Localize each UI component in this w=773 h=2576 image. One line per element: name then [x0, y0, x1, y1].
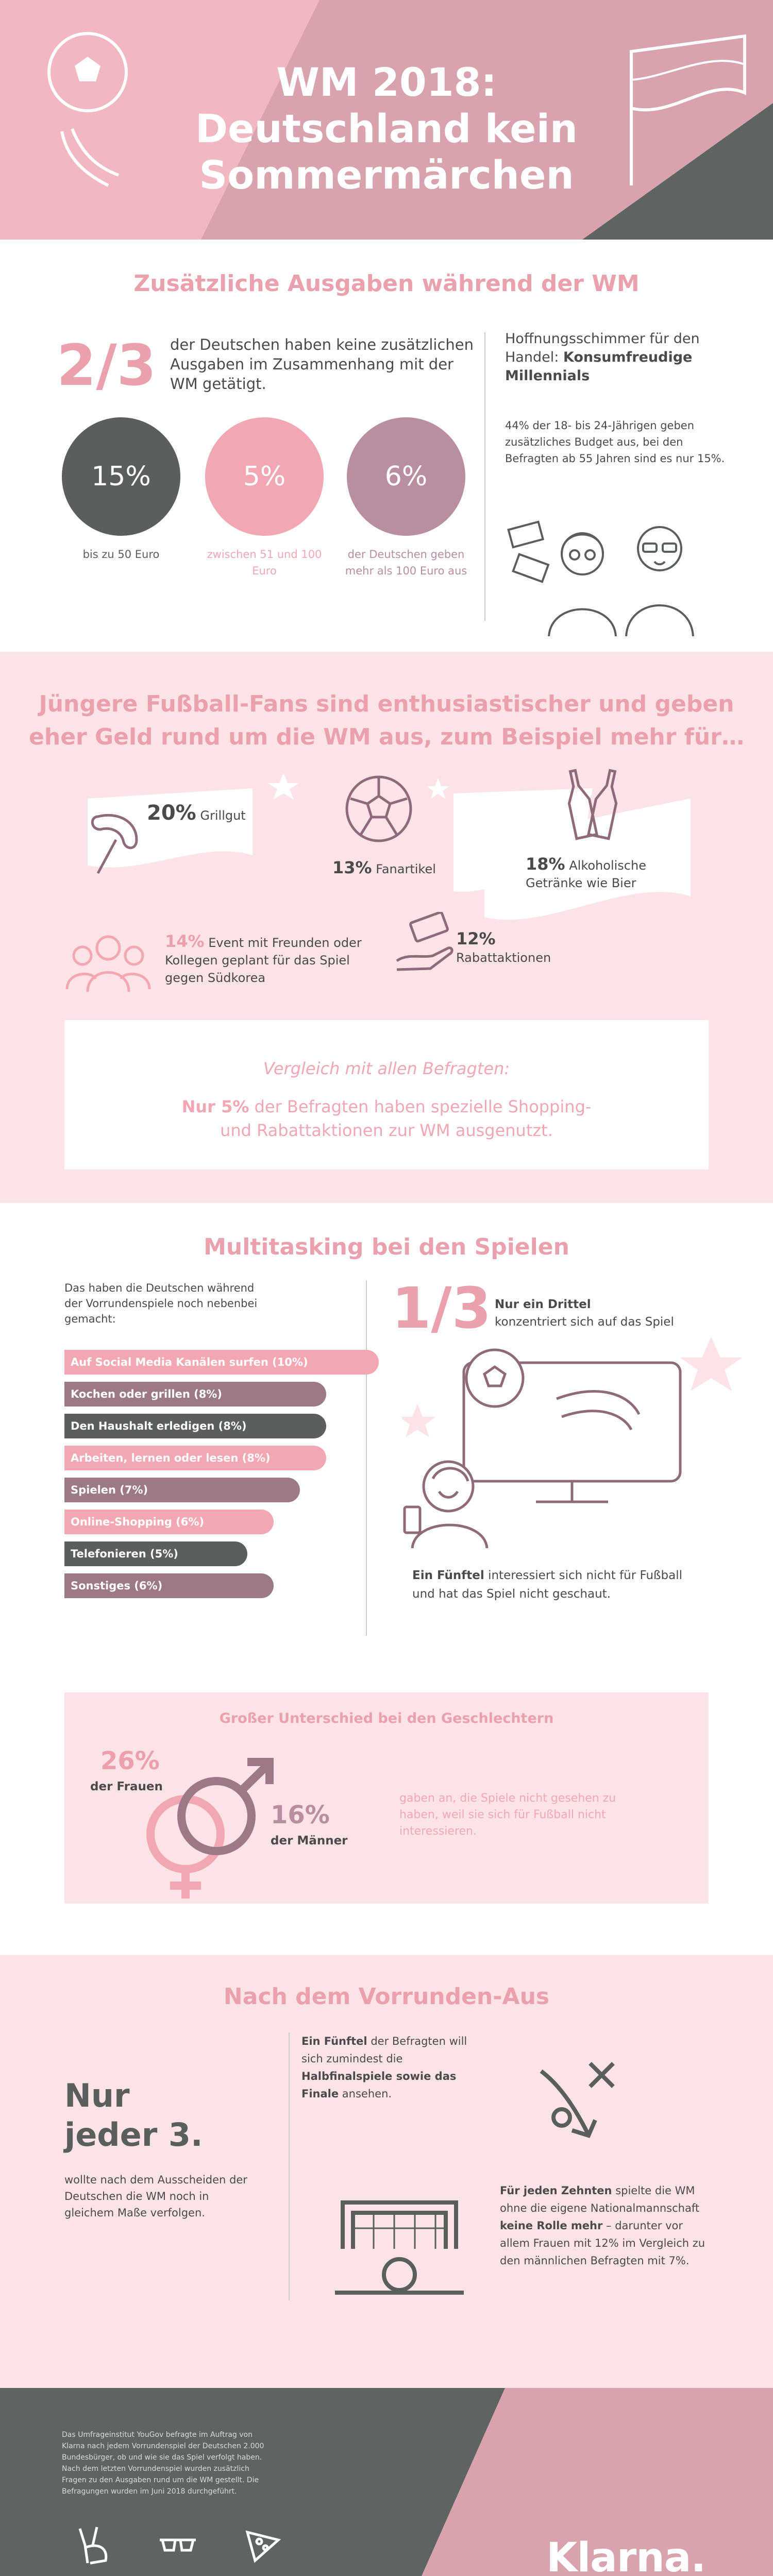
activity-bar — [64, 1573, 274, 1598]
men-pct: 16% — [271, 1801, 330, 1829]
activity-bar — [64, 1446, 326, 1470]
activity-bar-label: Kochen oder grillen (8%) — [71, 1388, 222, 1400]
activity-bar-label: Auf Social Media Kanälen surfen (10%) — [71, 1356, 308, 1368]
after-tenth-text: Für jeden Zehnten spielte die WM ohne die eigene Nationalmannschaft keine Rolle mehr – darunter vor allem Frauen mit 12% im Vergleich zu den männlichen Befragten mit 7%. — [500, 2184, 705, 2267]
beer-bottles-icon — [559, 765, 626, 842]
goal-icon — [335, 2192, 464, 2300]
activity-bar-label: Den Haushalt erledigen (8%) — [71, 1420, 247, 1432]
spending-fraction: 2/3 — [57, 332, 157, 398]
item-event: 14% Event mit Freunden oder Kollegen geplant für das Spiel gegen Südkorea — [165, 931, 362, 985]
multitasking-divider — [366, 1280, 367, 1636]
after-big-text: wollte nach dem Ausscheiden der Deutschen die WM noch in gleichem Maße verfolgen. — [64, 2174, 247, 2219]
item-rabatt: 12% Rabattaktionen — [456, 929, 551, 965]
women-pct: 26% — [100, 1747, 160, 1775]
hope-bold: Konsumfreudige Millennials — [505, 349, 693, 384]
compare-title: Vergleich mit allen Befragten: — [263, 1059, 510, 1078]
gender-symbols-icon — [131, 1744, 281, 1904]
item-fanartikel: 13% Fanartikel — [332, 858, 436, 877]
activity-bar-label: Online-Shopping (6%) — [71, 1516, 205, 1528]
activity-bar-label: Arbeiten, lernen oder lesen (8%) — [71, 1452, 271, 1464]
fanartikel-ball-icon — [343, 773, 415, 845]
footer — [0, 2388, 773, 2576]
activity-bar — [64, 1541, 247, 1566]
young-title: Jüngere Fußball-Fans sind enthusiastischer und geben eher Geld rund um die WM aus, zum Beispiel mehr für… — [29, 691, 744, 750]
multitasking-intro: Das haben die Deutschen während der Vorrundenspiele noch nebenbei gemacht: — [64, 1282, 258, 1325]
item-grillgut: 20% Grillgut — [147, 801, 246, 825]
spending-section — [0, 240, 773, 652]
spending-fraction-text: der Deutschen haben keine zusätzlichen Ausgaben im Zusammenhang mit der WM getätigt. — [170, 336, 474, 393]
hope-intro: Hoffnungsschimmer für den Handel: — [505, 331, 700, 365]
title-line-1: WM 2018: — [276, 59, 497, 105]
activity-bar — [64, 1510, 274, 1534]
activity-bar — [64, 1350, 379, 1375]
item-getraenke: 18% Alkoholische Getränke wie Bier — [526, 854, 646, 890]
after-section — [0, 1955, 773, 2388]
sausage-icon — [88, 801, 149, 878]
women-label: der Frauen — [90, 1780, 163, 1793]
hope-block — [505, 330, 742, 385]
men-label: der Männer — [271, 1834, 348, 1848]
brand-logo: Klarna. — [546, 2535, 706, 2576]
title-line-2: Deutschland kein — [195, 106, 578, 151]
circle-15: 15% — [62, 417, 180, 536]
hope-text: 44% der 18- bis 24-Jährigen geben zusätzliches Budget aus, bei den Befragten ab 55 Jahren sind es nur 15%. — [505, 419, 725, 465]
activity-bar-label: Sonstiges (6%) — [71, 1580, 163, 1592]
spending-title: Zusätzliche Ausgaben während der WM — [133, 270, 640, 297]
one-third-fraction: 1/3 — [392, 1275, 492, 1341]
after-divider — [289, 2032, 290, 2300]
title-line-3: Sommermärchen — [199, 152, 574, 198]
tactics-icon — [531, 2056, 629, 2143]
gender-title: Großer Unterschied bei den Geschlechtern — [219, 1710, 554, 1726]
pizza-icon — [242, 2524, 283, 2566]
circle-5: 5% — [205, 417, 324, 536]
circle-5-caption: zwischen 51 und 100 Euro — [207, 548, 322, 577]
activity-bar-label: Spielen (7%) — [71, 1484, 148, 1496]
millennials-icon — [505, 518, 716, 636]
multitasking-section — [0, 1203, 773, 1955]
circle-6: 6% — [347, 417, 465, 536]
section-divider — [484, 332, 485, 621]
activity-bar-label: Telefonieren (5%) — [71, 1548, 178, 1560]
peace-hand-icon — [77, 2524, 113, 2566]
one-third-text: Nur ein Drittel konzentriert sich auf das Spiel — [495, 1298, 674, 1329]
circle-15-caption: bis zu 50 Euro — [82, 548, 160, 561]
friends-icon — [64, 927, 152, 994]
discount-icon — [392, 912, 459, 979]
gender-box — [64, 1692, 709, 1904]
one-fifth-text: Ein Fünftel interessiert sich nicht für Fußball und hat das Spiel nicht geschaut. — [412, 1569, 682, 1601]
after-title: Nach dem Vorrunden-Aus — [223, 1984, 550, 2010]
young-fans-section — [0, 652, 773, 1203]
flag-icon — [621, 31, 755, 185]
sunglasses-icon — [157, 2524, 198, 2566]
page-title — [155, 59, 618, 198]
after-fifth-text: Ein Fünftel der Befragten will sich zumindest die Halbfinalspiele sowie das Finale ansehen. — [301, 2035, 467, 2100]
football-icon — [31, 21, 144, 191]
tv-watcher-icon — [402, 1332, 752, 1548]
activity-bar — [64, 1382, 326, 1406]
header-banner — [0, 0, 773, 240]
compare-text: Nur 5% der Befragten haben spezielle Shopping- und Rabattaktionen zur WM ausgenutzt. — [181, 1097, 592, 1140]
activity-bar — [64, 1414, 326, 1438]
circle-6-caption: der Deutschen geben mehr als 100 Euro aus — [345, 548, 467, 577]
gender-text: gaben an, die Spiele nicht gesehen zu haben, weil sie sich für Fußball nicht interessieren. — [399, 1792, 616, 1838]
multitasking-title: Multitasking bei den Spielen — [204, 1234, 569, 1260]
after-big-number: Nur jeder 3. — [64, 2077, 203, 2154]
footer-method: Das Umfrageinstitut YouGov befragte im Auftrag von Klarna nach jedem Vorrundenspiel der Deutschen 2.000 Bundesbürger, ob und wie sie das Spiel verfolgt haben. Nach dem letzten Vorrundenspiel wurden zusätzlich Fragen zu den Ausgaben rund um die WM gestellt. Die Befragungen wurden im Juni 2018 durchgeführt. — [62, 2431, 264, 2496]
compare-box — [64, 1020, 709, 1170]
activity-bar — [64, 1478, 300, 1502]
